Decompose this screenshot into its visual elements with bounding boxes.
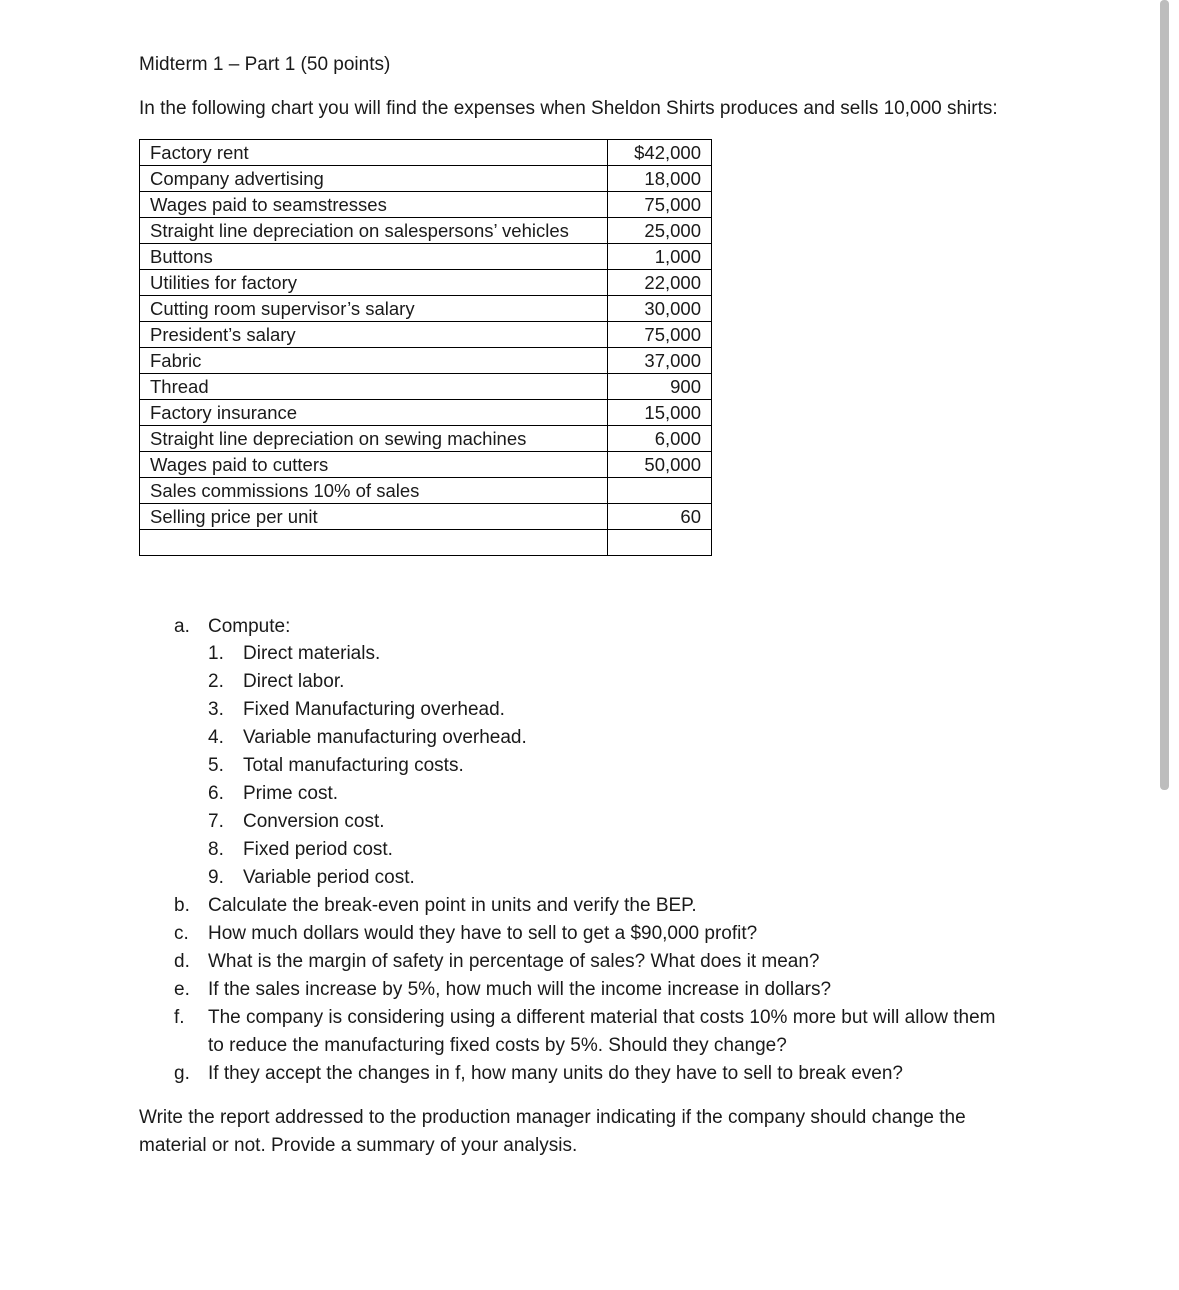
compute-item-text: Variable period cost. xyxy=(243,867,415,888)
expense-label: President’s salary xyxy=(140,322,608,348)
table-row xyxy=(140,452,712,478)
expense-amount: 6,000 xyxy=(608,426,712,452)
expense-label: Wages paid to seamstresses xyxy=(140,192,608,218)
expense-amount: 60 xyxy=(608,504,712,530)
question-a-text: Compute: xyxy=(208,616,291,637)
compute-item-text: Fixed period cost. xyxy=(243,839,393,860)
table-row xyxy=(140,166,712,192)
expense-amount: 18,000 xyxy=(608,166,712,192)
table-row xyxy=(140,244,712,270)
expense-label: Company advertising xyxy=(140,166,608,192)
compute-item-text: Variable manufacturing overhead. xyxy=(243,727,527,748)
question-g-text: If they accept the changes in f, how many units do they have to sell to break even? xyxy=(208,1063,903,1084)
expense-amount xyxy=(608,478,712,504)
table-row xyxy=(140,348,712,374)
expense-label: Sales commissions 10% of sales xyxy=(140,478,608,504)
compute-item-marker: 1. xyxy=(208,643,224,664)
expense-label: Thread xyxy=(140,374,608,400)
question-marker: c. xyxy=(174,923,189,944)
expense-label: Utilities for factory xyxy=(140,270,608,296)
expense-amount: 50,000 xyxy=(608,452,712,478)
expense-label: Selling price per unit xyxy=(140,504,608,530)
expense-label: Fabric xyxy=(140,348,608,374)
expense-amount: 37,000 xyxy=(608,348,712,374)
expense-label: Factory insurance xyxy=(140,400,608,426)
expense-label xyxy=(140,530,608,556)
page-title: Midterm 1 – Part 1 (50 points) xyxy=(139,54,391,75)
expense-amount: 75,000 xyxy=(608,192,712,218)
table-row xyxy=(140,374,712,400)
scrollbar[interactable] xyxy=(1160,0,1169,790)
question-marker: f. xyxy=(174,1007,185,1028)
expense-amount: 1,000 xyxy=(608,244,712,270)
question-e-text: If the sales increase by 5%, how much will the income increase in dollars? xyxy=(208,979,832,1000)
expense-amount: 75,000 xyxy=(608,322,712,348)
table-row xyxy=(140,426,712,452)
question-marker: d. xyxy=(174,951,190,972)
question-f-text-line2: to reduce the manufacturing fixed costs by 5%. Should they change? xyxy=(208,1035,787,1056)
compute-item-marker: 6. xyxy=(208,783,224,804)
expense-label: Straight line depreciation on sewing machines xyxy=(140,426,608,452)
compute-item-marker: 9. xyxy=(208,867,224,888)
table-row xyxy=(140,478,712,504)
expenses-table xyxy=(139,139,712,556)
compute-item-marker: 5. xyxy=(208,755,224,776)
expense-label: Factory rent xyxy=(140,140,608,166)
compute-item-text: Direct labor. xyxy=(243,671,345,692)
compute-item-text: Conversion cost. xyxy=(243,811,385,832)
question-marker: a. xyxy=(174,616,190,637)
table-row xyxy=(140,140,712,166)
question-c-text: How much dollars would they have to sell to get a $90,000 profit? xyxy=(208,923,758,944)
report-instructions: Write the report addressed to the production manager indicating if the company should change the material or not. Provide a summary of your analysis. xyxy=(139,1107,966,1156)
compute-item-text: Total manufacturing costs. xyxy=(243,755,464,776)
table-row xyxy=(140,218,712,244)
compute-item-text: Prime cost. xyxy=(243,783,339,804)
expense-amount: 900 xyxy=(608,374,712,400)
intro-paragraph: In the following chart you will find the expenses when Sheldon Shirts produces and sells 10,000 shirts: xyxy=(139,98,998,119)
expense-amount xyxy=(608,530,712,556)
compute-item-marker: 3. xyxy=(208,699,224,720)
compute-item-text: Fixed Manufacturing overhead. xyxy=(243,699,505,720)
expense-amount: $42,000 xyxy=(608,140,712,166)
question-marker: g. xyxy=(174,1063,190,1084)
expense-amount: 22,000 xyxy=(608,270,712,296)
expense-label: Cutting room supervisor’s salary xyxy=(140,296,608,322)
table-row xyxy=(140,530,712,556)
expense-amount: 25,000 xyxy=(608,218,712,244)
table-row xyxy=(140,192,712,218)
table-row xyxy=(140,270,712,296)
question-b-text: Calculate the break-even point in units and verify the BEP. xyxy=(208,895,697,916)
question-marker: b. xyxy=(174,895,190,916)
compute-item-marker: 8. xyxy=(208,839,224,860)
expense-amount: 15,000 xyxy=(608,400,712,426)
compute-item-marker: 2. xyxy=(208,671,224,692)
compute-item-marker: 7. xyxy=(208,811,224,832)
question-d-text: What is the margin of safety in percentage of sales? What does it mean? xyxy=(208,951,820,972)
expense-label: Buttons xyxy=(140,244,608,270)
compute-item-text: Direct materials. xyxy=(243,643,381,664)
expense-label: Straight line depreciation on salespersons’ vehicles xyxy=(140,218,608,244)
question-f-text-line1: The company is considering using a different material that costs 10% more but will allow them xyxy=(208,1007,996,1028)
table-row xyxy=(140,400,712,426)
table-row xyxy=(140,504,712,530)
question-marker: e. xyxy=(174,979,190,1000)
table-row xyxy=(140,296,712,322)
table-row xyxy=(140,322,712,348)
expense-amount: 30,000 xyxy=(608,296,712,322)
compute-item-marker: 4. xyxy=(208,727,224,748)
expense-label: Wages paid to cutters xyxy=(140,452,608,478)
